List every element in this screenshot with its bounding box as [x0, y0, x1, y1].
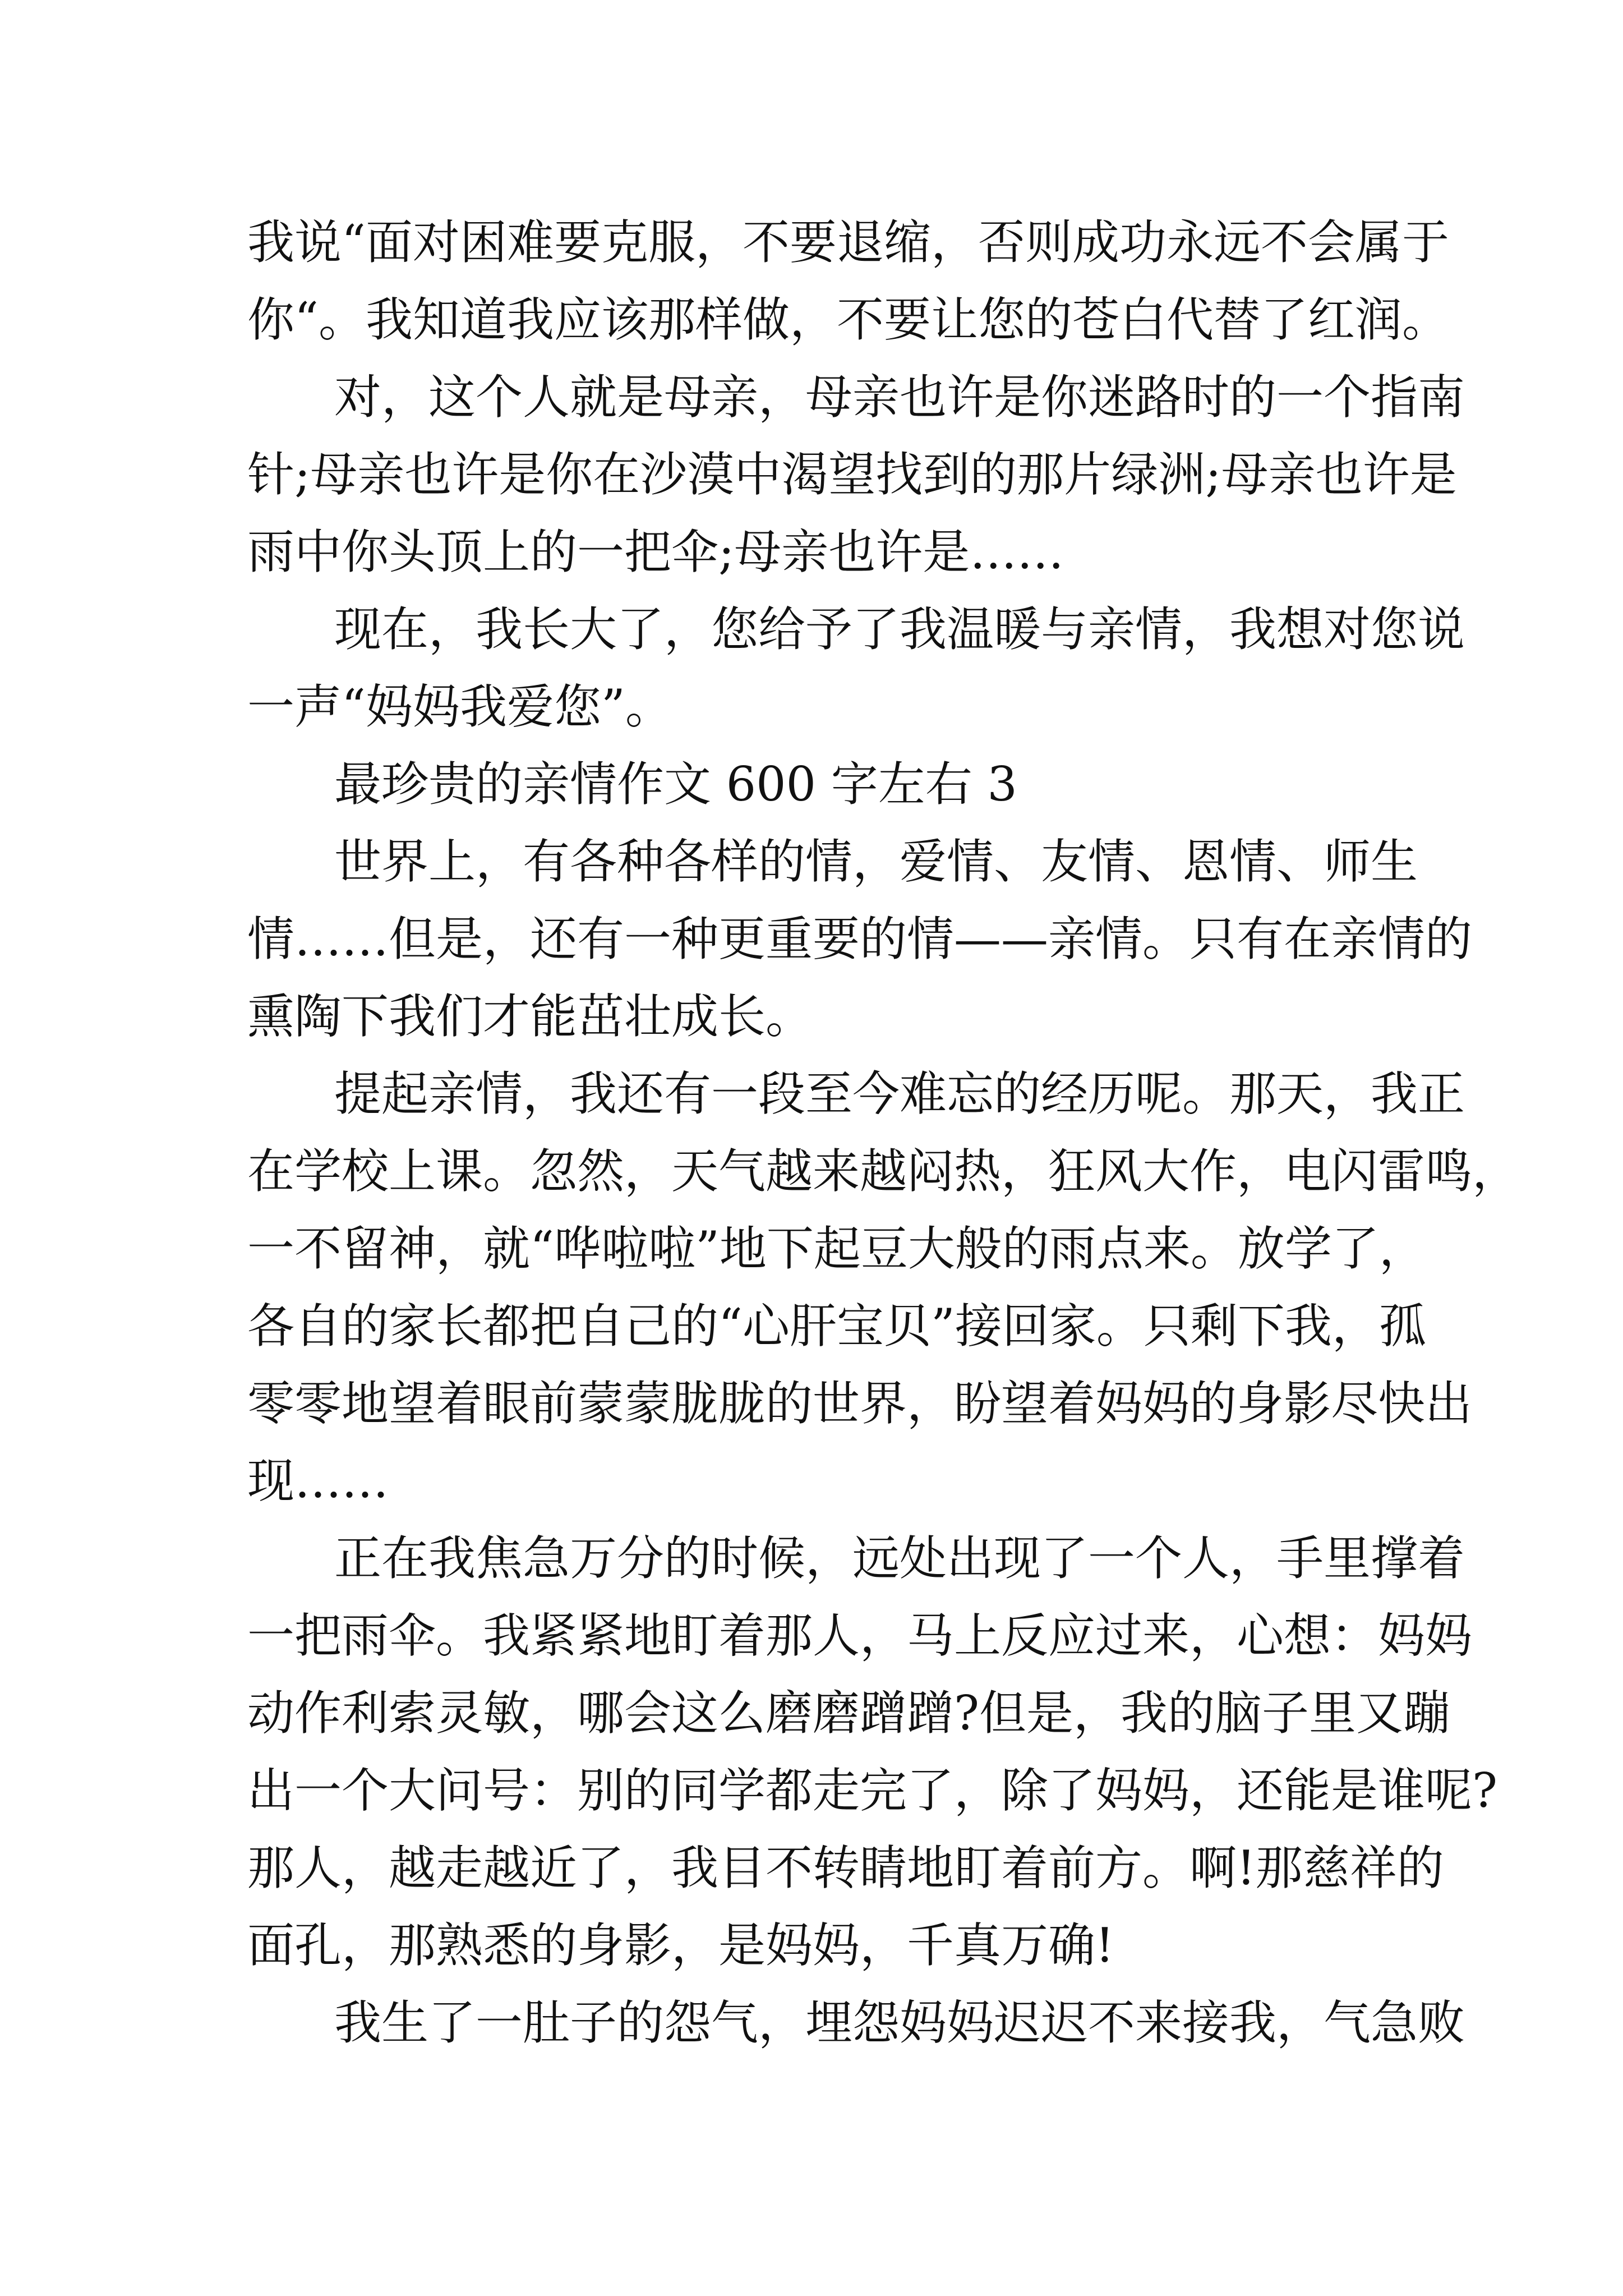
text-line: 我生了一肚子的怨气，埋怨妈妈迟迟不来接我，气急败: [334, 1995, 1465, 2050]
text-line: 熏陶下我们才能茁壮成长。: [247, 989, 813, 1044]
text-line: 各自的家长都把自己的“心肝宝贝”接回家。只剩下我，孤: [247, 1299, 1426, 1354]
text-line: 针;母亲也许是你在沙漠中渴望找到的那片绿洲;母亲也许是: [247, 447, 1457, 502]
text-line: 提起亲情，我还有一段至今难忘的经历呢。那天，我正: [334, 1066, 1465, 1121]
text-line: 现……: [247, 1453, 389, 1508]
text-line: 现在，我长大了，您给予了我温暖与亲情，我想对您说: [334, 602, 1465, 657]
text-line: 面孔，那熟悉的身影，是妈妈，千真万确!: [247, 1918, 1114, 1973]
text-line: 对，这个人就是母亲，母亲也许是你迷路时的一个指南: [334, 370, 1465, 425]
text-line: 你“。我知道我应该那样做，不要让您的苍白代替了红润。: [247, 292, 1449, 347]
text-line: 一声“妈妈我爱您”。: [247, 679, 672, 734]
text-line: 零零地望着眼前蒙蒙胧胧的世界，盼望着妈妈的身影尽快出: [247, 1376, 1473, 1431]
text-line: 正在我焦急万分的时候，远处出现了一个人，手里撑着: [334, 1531, 1465, 1586]
text-line: 一把雨伞。我紧紧地盯着那人，马上反应过来，心想：妈妈: [247, 1608, 1473, 1663]
section-heading: 最珍贵的亲情作文 600 字左右 3: [334, 757, 1017, 812]
text-line: 动作利索灵敏，哪会这么磨磨蹭蹭?但是，我的脑子里又蹦: [247, 1686, 1451, 1741]
text-line: 那人，越走越近了，我目不转睛地盯着前方。啊!那慈祥的: [247, 1841, 1444, 1895]
text-line: 在学校上课。忽然，天气越来越闷热，狂风大作，电闪雷鸣，: [247, 1144, 1520, 1199]
text-line: 世界上，有各种各样的情，爱情、友情、恩情、师生: [334, 834, 1418, 889]
text-line: 出一个大问号：别的同学都走完了，除了妈妈，还能是谁呢?: [247, 1763, 1498, 1818]
text-line: 我说“面对困难要克服，不要退缩，否则成功永远不会属于: [247, 215, 1449, 270]
text-line: 雨中你头顶上的一把伞;母亲也许是……: [247, 524, 1064, 579]
text-line: 情……但是，还有一种更重要的情——亲情。只有在亲情的: [247, 912, 1473, 967]
text-line: 一不留神，就“哗啦啦”地下起豆大般的雨点来。放学了，: [247, 1221, 1426, 1276]
